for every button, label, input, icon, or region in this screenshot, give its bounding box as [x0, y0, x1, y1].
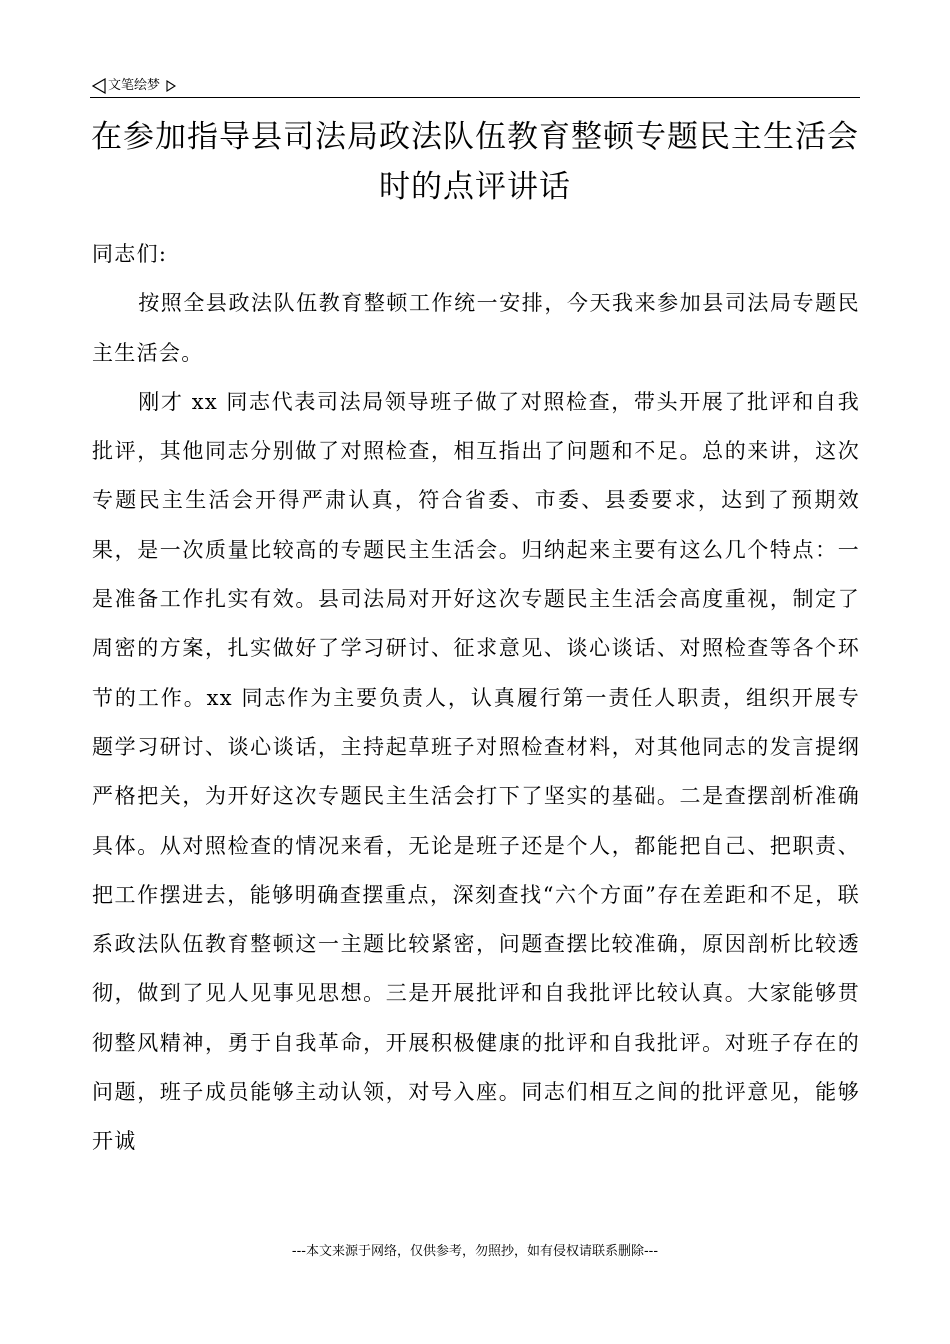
- salutation: 同志们:: [92, 242, 168, 266]
- paragraph-1: 按照全县政法队伍教育整顿工作统一安排，今天我来参加县司法局专题民主生活会。: [92, 291, 860, 365]
- header-divider: [90, 97, 860, 98]
- document-body: [92, 230, 860, 1167]
- header-label: 文笔绘梦: [108, 78, 161, 93]
- document-title: 在参加指导县司法局政法队伍教育整顿专题民主生活会时的点评讲话: [91, 119, 859, 205]
- paragraph-2: 刚才 xx 同志代表司法局领导班子做了对照检查，带头开展了批评和自我批评，其他同志分别做了对照检查，相互指出了问题和不足。总的来讲，这次专题民主生活会开得严肃认真，符合省委、市委、县委要求，达到了预期效果，是一次质量比较高的专题民主生活会。归纳起来主要有这么几个特点：一是准备工作扎实有效。县司法局对开好这次专题民主生活会高度重视，制定了周密的方案，扎实做好了学习研讨、征求意见、谈心谈话、对照检查等各个环节的工作。xx 同志作为主要负责人，认真履行第一责任人职责，组织开展专题学习研讨、谈心谈话，主持起草班子对照检查材料，对其他同志的发言提纲严格把关，为开好这次专题民主生活会打下了坚实的基础。二是查摆剖析准确具体。从对照检查的情况来看，无论是班子还是个人，都能把自己、把职责、把工作摆进去，能够明确查摆重点，深刻查找“六个方面”存在差距和不足，联系政法队伍教育整顿这一主题比较紧密，问题查摆比较准确，原因剖析比较透彻，做到了见人见事见思想。三是开展批评和自我批评比较认真。大家能够贯彻整风精神，勇于自我革命，开展积极健康的批评和自我批评。对班子存在的问题，班子成员能够主动认领，对号入座。同志们相互之间的批评意见，能够开诚: [92, 389, 860, 1154]
- footer-disclaimer: ---本文来源于网络，仅供参考，勿照抄，如有侵权请联系删除---: [291, 1244, 659, 1259]
- page-header: [92, 76, 860, 98]
- triangle-right-icon: [166, 80, 176, 92]
- triangle-left-icon: [92, 78, 106, 94]
